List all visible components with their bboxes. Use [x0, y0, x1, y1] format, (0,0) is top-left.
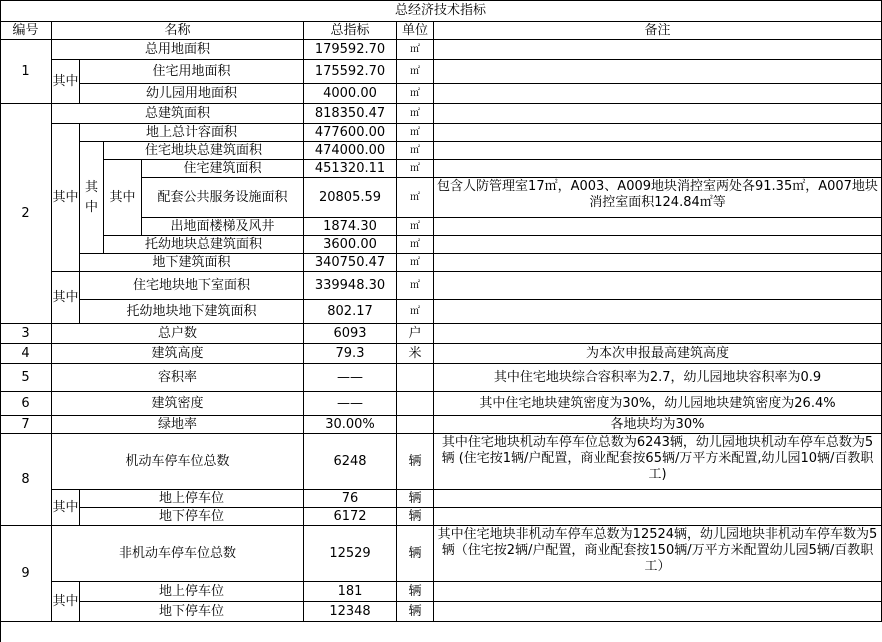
row-name: 建筑高度: [52, 344, 304, 364]
row-note: 包含人防管理室17㎡，A003、A009地块消控室两处各91.35㎡，A007地块消控室面积124.84㎡等: [434, 178, 882, 218]
row-unit: ㎡: [397, 104, 434, 124]
row-no: 4: [0, 344, 52, 364]
row-note: 其中住宅地块非机动车停车总数为12524辆，幼儿园地块非机动车停车数为5辆（住宅按2辆/户配置，商业配套按150辆/万平方米配置幼儿园5辆/百教职工）: [434, 526, 882, 582]
row-name: 容积率: [52, 364, 304, 392]
row-value: 79.3: [304, 344, 397, 364]
row-value: 30.00%: [304, 416, 397, 434]
row-unit: ㎡: [397, 124, 434, 142]
row-value: 1874.30: [304, 218, 397, 236]
of-which-label: 其中: [52, 582, 80, 622]
row-unit: ㎡: [397, 160, 434, 178]
header-name: 名称: [52, 22, 304, 40]
row-value: 477600.00: [304, 124, 397, 142]
row-unit: 辆: [397, 434, 434, 490]
row-name: 幼儿园用地面积: [80, 84, 304, 104]
row-no: 1: [0, 40, 52, 104]
row-note: [434, 490, 882, 508]
row-value: 181: [304, 582, 397, 602]
row-name: 出地面楼梯及风井: [142, 218, 304, 236]
row-unit: [397, 392, 434, 416]
row-name: 机动车停车位总数: [52, 434, 304, 490]
row-unit: ㎡: [397, 254, 434, 272]
row-value: 6248: [304, 434, 397, 490]
of-which-label: 其中: [104, 160, 142, 236]
table-title: 总经济技术指标: [0, 0, 882, 22]
row-value: 20805.59: [304, 178, 397, 218]
row-no: 6: [0, 392, 52, 416]
row-value: 340750.47: [304, 254, 397, 272]
row-value: 3600.00: [304, 236, 397, 254]
row-note: [434, 272, 882, 300]
row-note: [434, 582, 882, 602]
row-unit: [397, 416, 434, 434]
row-value: ——: [304, 392, 397, 416]
row-unit: ㎡: [397, 40, 434, 60]
row-name: 地上停车位: [80, 582, 304, 602]
row-unit: ㎡: [397, 300, 434, 324]
row-note: [434, 142, 882, 160]
row-note: [434, 40, 882, 60]
row-name: 地下建筑面积: [80, 254, 304, 272]
row-unit: ㎡: [397, 178, 434, 218]
of-which-label: 其中: [52, 490, 80, 526]
row-unit: 辆: [397, 508, 434, 526]
row-name: 总建筑面积: [52, 104, 304, 124]
row-value: 474000.00: [304, 142, 397, 160]
row-note: [434, 324, 882, 344]
row-name: 住宅地块总建筑面积: [104, 142, 304, 160]
header-unit: 单位: [397, 22, 434, 40]
header-note: 备注: [434, 22, 882, 40]
row-name: 配套公共服务设施面积: [142, 178, 304, 218]
row-note: [434, 236, 882, 254]
row-note: 其中住宅地块机动车停车位总数为6243辆，幼儿园地块机动车停车总数为5辆 (住宅按1辆/户配置，商业配套按65辆/万平方米配置,幼儿园10辆/百教职工): [434, 434, 882, 490]
row-note: [434, 104, 882, 124]
row-unit: 户: [397, 324, 434, 344]
row-unit: ㎡: [397, 84, 434, 104]
row-unit: 辆: [397, 490, 434, 508]
row-name: 绿地率: [52, 416, 304, 434]
row-unit: [397, 364, 434, 392]
row-note: [434, 60, 882, 84]
row-note: 为本次申报最高建筑高度: [434, 344, 882, 364]
row-name: 托幼地块总建筑面积: [104, 236, 304, 254]
row-value: 12529: [304, 526, 397, 582]
row-note: [434, 254, 882, 272]
row-note: [434, 124, 882, 142]
row-value: 6093: [304, 324, 397, 344]
header-value: 总指标: [304, 22, 397, 40]
row-value: 818350.47: [304, 104, 397, 124]
row-value: 6172: [304, 508, 397, 526]
row-unit: ㎡: [397, 142, 434, 160]
row-name: 地下停车位: [80, 602, 304, 622]
row-note: [434, 300, 882, 324]
row-value: 451320.11: [304, 160, 397, 178]
row-name: 地上停车位: [80, 490, 304, 508]
row-note: 其中住宅地块综合容积率为2.7，幼儿园地块容积率为0.9: [434, 364, 882, 392]
row-value: 175592.70: [304, 60, 397, 84]
row-unit: ㎡: [397, 218, 434, 236]
row-unit: 米: [397, 344, 434, 364]
row-note: [434, 508, 882, 526]
row-note: [434, 602, 882, 622]
of-which-label: 其中: [52, 124, 80, 272]
row-value: 4000.00: [304, 84, 397, 104]
row-no: 7: [0, 416, 52, 434]
row-no: 9: [0, 526, 52, 622]
row-value: 76: [304, 490, 397, 508]
row-no: 2: [0, 104, 52, 324]
row-name: 住宅地块地下室面积: [80, 272, 304, 300]
row-unit: ㎡: [397, 236, 434, 254]
row-unit: 辆: [397, 526, 434, 582]
row-note: 其中住宅地块建筑密度为30%，幼儿园地块建筑密度为26.4%: [434, 392, 882, 416]
row-unit: ㎡: [397, 60, 434, 84]
row-name: 托幼地块地下建筑面积: [80, 300, 304, 324]
row-no: 3: [0, 324, 52, 344]
row-name: 住宅建筑面积: [142, 160, 304, 178]
row-name: 非机动车停车位总数: [52, 526, 304, 582]
row-name: 地上总计容面积: [80, 124, 304, 142]
row-name: 住宅用地面积: [80, 60, 304, 84]
row-note: [434, 218, 882, 236]
row-value: 339948.30: [304, 272, 397, 300]
row-unit: 辆: [397, 582, 434, 602]
row-name: 总户数: [52, 324, 304, 344]
row-name: 地下停车位: [80, 508, 304, 526]
row-value: 12348: [304, 602, 397, 622]
of-which-label: 其中: [80, 142, 104, 254]
of-which-label: 其中: [52, 60, 80, 104]
of-which-label: 其中: [52, 272, 80, 324]
row-note: 各地块均为30%: [434, 416, 882, 434]
row-value: 802.17: [304, 300, 397, 324]
row-no: 5: [0, 364, 52, 392]
row-note: [434, 160, 882, 178]
row-value: ——: [304, 364, 397, 392]
row-value: 179592.70: [304, 40, 397, 60]
row-unit: 辆: [397, 602, 434, 622]
row-unit: ㎡: [397, 272, 434, 300]
row-name: 建筑密度: [52, 392, 304, 416]
row-no: 8: [0, 434, 52, 526]
row-name: 总用地面积: [52, 40, 304, 60]
row-note: [434, 84, 882, 104]
header-no: 编号: [0, 22, 52, 40]
